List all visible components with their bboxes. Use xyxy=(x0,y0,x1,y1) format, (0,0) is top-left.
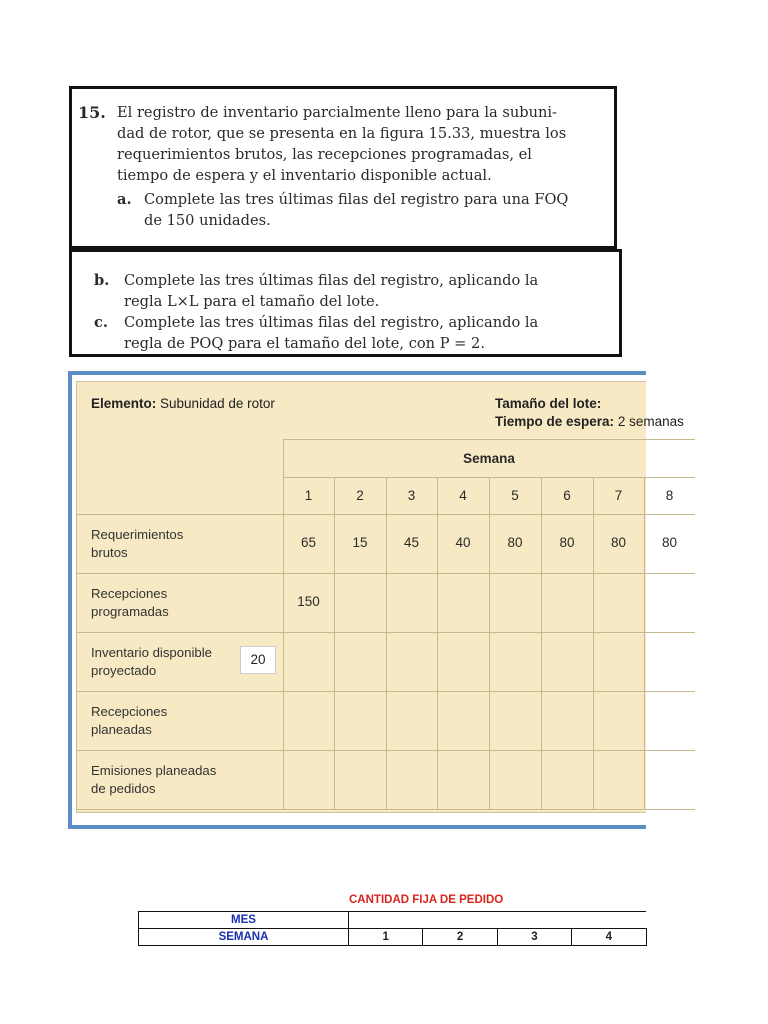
item-header xyxy=(91,396,275,411)
excel-title: CANTIDAD FIJA DE PEDIDO xyxy=(349,894,504,906)
grid-line-col-6 xyxy=(593,477,594,809)
row-label-1: Requerimientos brutos xyxy=(91,527,184,560)
week-number-6: 6 xyxy=(563,488,571,503)
part-a-line-1: Complete las tres últimas filas del registro para una FOQ xyxy=(144,191,569,208)
week-header: Semana xyxy=(463,451,515,466)
grid-line-col-5 xyxy=(541,477,542,809)
record-cell-r1-w5: 80 xyxy=(507,535,523,550)
lead-time-label: Tiempo de espera: xyxy=(495,414,615,429)
excel-month-label: MES xyxy=(139,912,349,929)
record-cell-r2-w1: 150 xyxy=(297,594,320,609)
excel-month-value xyxy=(349,912,647,929)
record-cell-r1-w8: 80 xyxy=(661,535,678,550)
item-value: Subunidad de rotor xyxy=(160,396,275,411)
part-a-letter: a. xyxy=(117,191,132,208)
excel-row-month xyxy=(139,912,647,929)
week-number-5: 5 xyxy=(511,488,519,503)
week-number-3: 3 xyxy=(407,488,416,503)
week-number-2: 2 xyxy=(356,488,364,503)
grid-line-header-top xyxy=(283,439,695,440)
record-cell-r1-w6: 80 xyxy=(559,535,575,550)
lot-size-label: Tamaño del lote: xyxy=(495,396,602,411)
problem-box-bc xyxy=(69,249,622,357)
record-cell-r1-w2: 15 xyxy=(352,535,368,550)
problem-box-a xyxy=(69,86,617,249)
lead-time-value: 2 semanas xyxy=(617,414,684,429)
item-label: Elemento: xyxy=(91,396,157,411)
problem-intro-line-1: El registro de inventario parcialmente lleno para la subuni- xyxy=(117,104,557,121)
lead-time-header xyxy=(495,414,684,429)
part-c-line-2: regla de POQ para el tamaño del lote, con P = 2. xyxy=(124,335,485,352)
excel-week-3: 3 xyxy=(497,929,571,946)
excel-table xyxy=(138,911,647,946)
row-label-4: Recepciones planeadas xyxy=(91,704,168,737)
grid-line-col-4 xyxy=(489,477,490,809)
record-cell-r1-w3: 45 xyxy=(403,535,420,550)
part-b-letter: b. xyxy=(94,272,110,289)
problem-intro-line-2: dad de rotor, que se presenta en la figura 15.33, muestra los xyxy=(117,125,567,142)
grid-line-col-2 xyxy=(386,477,387,809)
record-cell-r1-w7: 80 xyxy=(610,535,627,550)
week-number-8: 8 xyxy=(665,488,674,503)
row-label-3: Inventario disponible proyectado xyxy=(91,645,212,678)
problem-number: 15. xyxy=(78,103,106,122)
record-cell-r1-w1: 65 xyxy=(300,535,317,550)
problem-intro-line-4: tiempo de espera y el inventario disponible actual. xyxy=(117,167,492,184)
part-b-line-1: Complete las tres últimas filas del registro, aplicando la xyxy=(124,272,539,289)
problem-intro-line-3: requerimientos brutos, las recepciones programadas, el xyxy=(117,146,532,163)
grid-line-col-3 xyxy=(437,477,438,809)
row-label-2: Recepciones programadas xyxy=(91,586,169,619)
excel-week-2: 2 xyxy=(423,929,497,946)
grid-line-col-7 xyxy=(644,477,645,809)
grid-line-col-1 xyxy=(334,477,335,809)
grid-line-label-left xyxy=(76,514,77,809)
week-number-7: 7 xyxy=(614,488,623,503)
excel-week-4: 4 xyxy=(572,929,646,946)
excel-row-week xyxy=(139,929,647,946)
week-number-1: 1 xyxy=(304,488,313,503)
row-label-5: Emisiones planeadas de pedidos xyxy=(91,763,217,796)
week-number-4: 4 xyxy=(459,488,467,503)
initial-inventory-value: 20 xyxy=(240,646,276,674)
part-c-line-1: Complete las tres últimas filas del registro, aplicando la xyxy=(124,314,539,331)
part-a-line-2: de 150 unidades. xyxy=(144,212,271,229)
record-cell-r1-w4: 40 xyxy=(455,535,471,550)
part-c-letter: c. xyxy=(94,314,108,331)
grid-line-bottom xyxy=(76,809,695,810)
part-b-line-2: regla L×L para el tamaño del lote. xyxy=(124,293,380,310)
excel-week-1: 1 xyxy=(349,929,423,946)
excel-week-label: SEMANA xyxy=(139,929,349,946)
